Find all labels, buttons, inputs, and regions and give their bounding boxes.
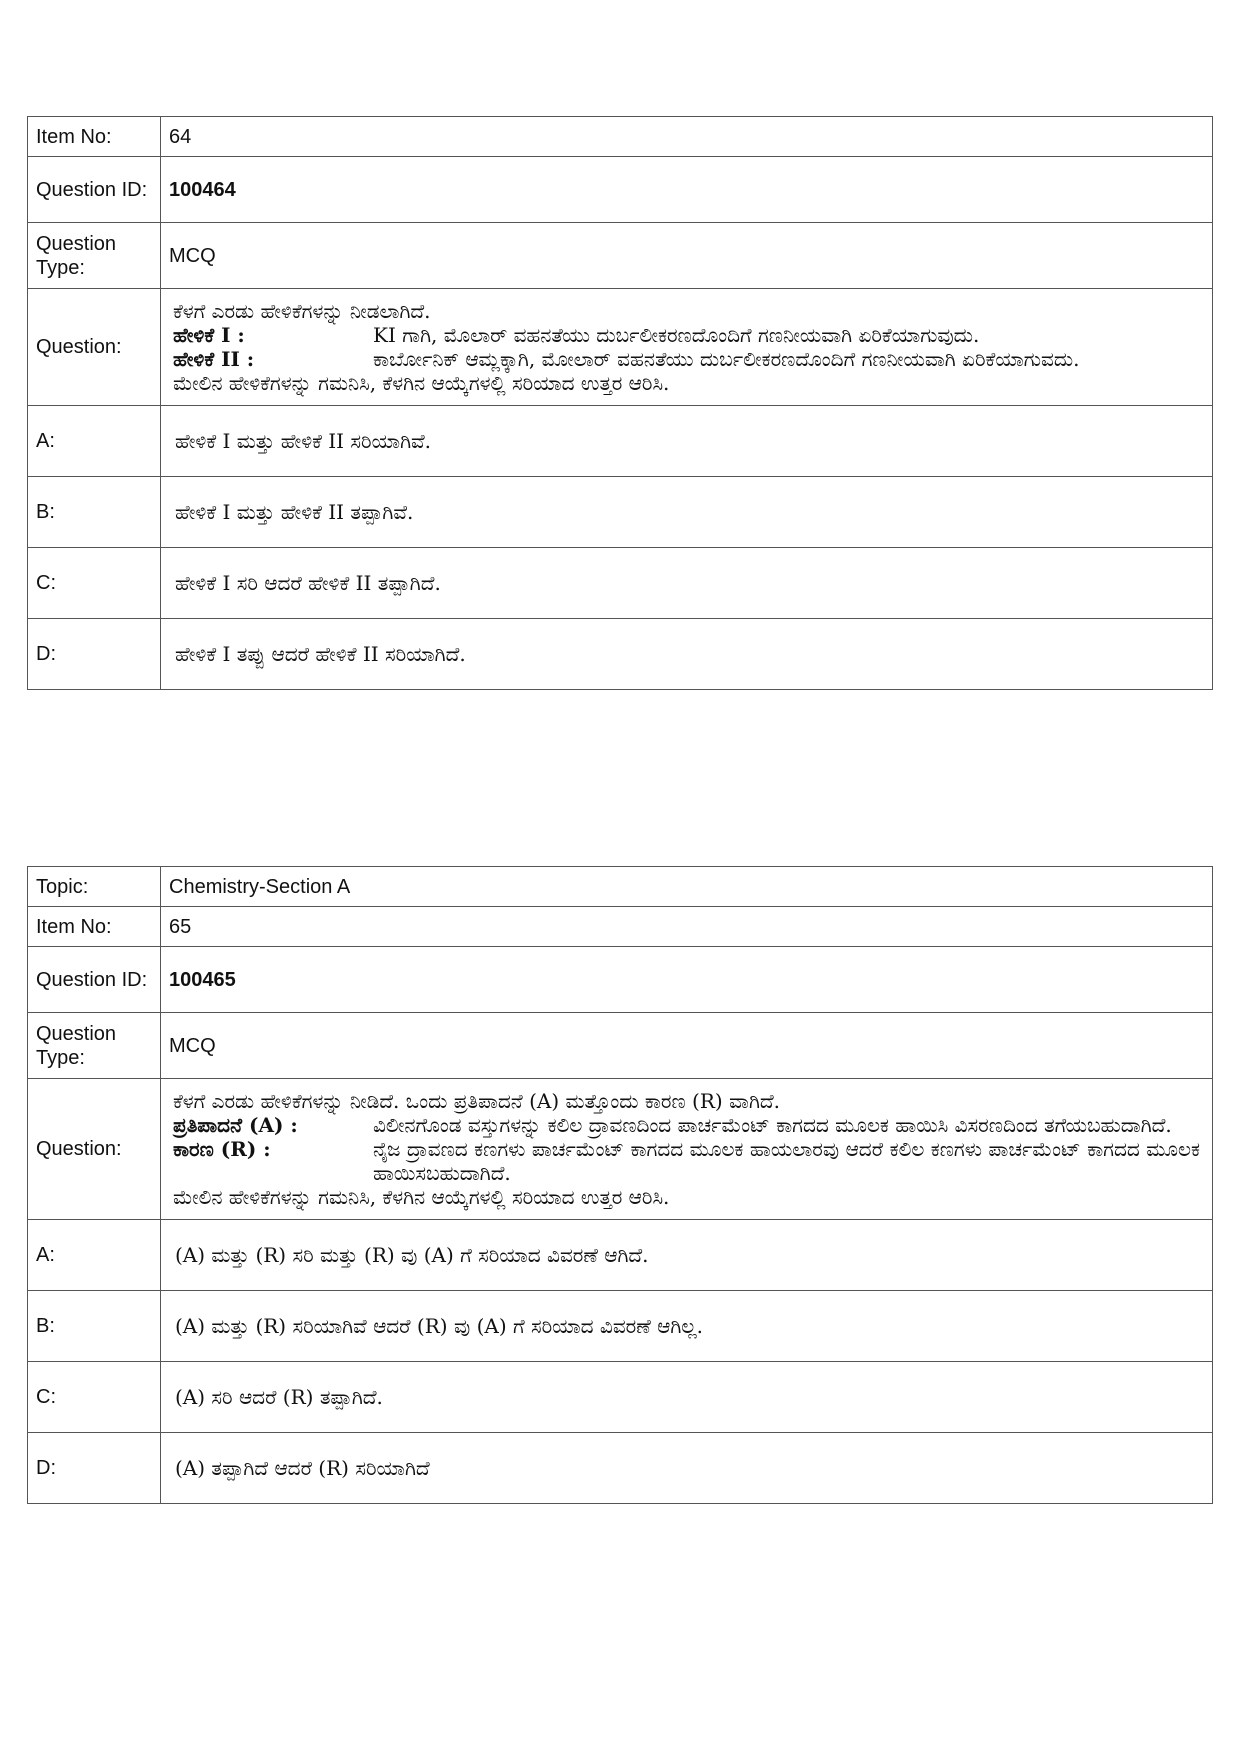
option-c-label: C: [28,1362,161,1433]
topic-label: Topic: [28,867,161,907]
question-id-label: Question ID: [28,947,161,1013]
option-c-label: C: [28,548,161,619]
option-d-label: D: [28,619,161,690]
statement-2 [173,347,1200,371]
option-b-label: B: [28,1291,161,1362]
statement-1-label: ಹೇಳಿಕೆ I : [173,323,245,347]
question-intro: ಕೆಳಗೆ ಎರಡು ಹೇಳಿಕೆಗಳನ್ನು ನೀಡಲಾಗಿದೆ. [173,299,431,323]
statement-2-label: ಹೇಳಿಕೆ II : [173,347,255,371]
option-d-text: ಹೇಳಿಕೆ I ತಪ್ಪು ಆದರೆ ಹೇಳಿಕೆ II ಸರಿಯಾಗಿದೆ. [161,619,1213,690]
assertion-text: ವಿಲೀನಗೊಂಡ ವಸ್ತುಗಳನ್ನು ಕಲಿಲ ದ್ರಾವಣದಿಂದ ಪಾರ್ಚಮೆಂಟ್ ಕಾಗದದ ಮೂಲಕ ಹಾಯಿಸಿ ವಿಸರಣದಿಂದ ತಗೆಯಬಹುದಾಗಿದೆ. [373,1113,1172,1137]
question-intro: ಕೆಳಗೆ ಎರಡು ಹೇಳಿಕೆಗಳನ್ನು ನೀಡಿದೆ. ಒಂದು ಪ್ರತಿಪಾದನೆ (A) ಮತ್ತೊಂದು ಕಾರಣ (R) ವಾಗಿದೆ. [173,1089,780,1113]
option-d-text: (A) ತಪ್ಪಾಗಿದೆ ಆದರೆ (R) ಸರಿಯಾಗಿದೆ [161,1433,1213,1504]
question-label: Question: [28,1079,161,1220]
question-id-label: Question ID: [28,157,161,223]
option-b-text: ಹೇಳಿಕೆ I ಮತ್ತು ಹೇಳಿಕೆ II ತಪ್ಪಾಗಿವೆ. [161,477,1213,548]
question-type-value: MCQ [161,1013,1213,1079]
item-no-value: 65 [161,907,1213,947]
reason-label: ಕಾರಣ (R) : [173,1137,271,1161]
reason-text: ನೈಜ ದ್ರಾವಣದ ಕಣಗಳು ಪಾರ್ಚಮೆಂಟ್ ಕಾಗದದ ಮೂಲಕ ಹಾಯಲಾರವು ಆದರೆ ಕಲಿಲ ಕಣಗಳು ಪಾರ್ಚಮೆಂಟ್ ಕಾಗದದ ಮೂಲಕ ಹಾಯಿಸಬಹುದಾಗಿದೆ. [373,1137,1200,1185]
item-no-label: Item No: [28,117,161,157]
option-d-label: D: [28,1433,161,1504]
question-type-label: Question Type: [28,223,161,289]
topic-value: Chemistry-Section A [161,867,1213,907]
item-no-value: 64 [161,117,1213,157]
assertion [173,1113,1200,1137]
question-outro: ಮೇಲಿನ ಹೇಳಿಕೆಗಳನ್ನು ಗಮನಿಸಿ, ಕೆಳಗಿನ ಆಯ್ಕೆಗಳಲ್ಲಿ ಸರಿಯಾದ ಉತ್ತರ ಆರಿಸಿ. [173,1185,670,1209]
question-65-table [27,866,1213,1504]
statement-1-text: KI ಗಾಗಿ, ಮೊಲಾರ್ ವಹನತೆಯು ದುರ್ಬಲೀಕರಣದೊಂದಿಗೆ ಗಣನೀಯವಾಗಿ ಏರಿಕೆಯಾಗುವುದು. [373,323,980,347]
question-64-table [27,116,1213,690]
question-type-value: MCQ [161,223,1213,289]
option-a-label: A: [28,1220,161,1291]
option-a-text: (A) ಮತ್ತು (R) ಸರಿ ಮತ್ತು (R) ವು (A) ಗೆ ಸರಿಯಾದ ವಿವರಣೆ ಆಗಿದೆ. [161,1220,1213,1291]
statement-1 [173,323,1200,347]
assertion-label: ಪ್ರತಿಪಾದನೆ (A) : [173,1113,298,1137]
option-c-text: (A) ಸರಿ ಆದರೆ (R) ತಪ್ಪಾಗಿದೆ. [161,1362,1213,1433]
item-no-label: Item No: [28,907,161,947]
question-id-value: 100465 [161,947,1213,1013]
question-body [161,289,1213,406]
option-c-text: ಹೇಳಿಕೆ I ಸರಿ ಆದರೆ ಹೇಳಿಕೆ II ತಪ್ಪಾಗಿದೆ. [161,548,1213,619]
reason [173,1137,1200,1185]
option-a-text: ಹೇಳಿಕೆ I ಮತ್ತು ಹೇಳಿಕೆ II ಸರಿಯಾಗಿವೆ. [161,406,1213,477]
option-b-label: B: [28,477,161,548]
statement-2-text: ಕಾರ್ಬೋನಿಕ್ ಆಮ್ಲಕ್ಕಾಗಿ, ಮೋಲಾರ್ ವಹನತೆಯು ದುರ್ಬಲೀಕರಣದೊಂದಿಗೆ ಗಣನೀಯವಾಗಿ ಏರಿಕೆಯಾಗುವದು. [373,347,1080,371]
option-b-text: (A) ಮತ್ತು (R) ಸರಿಯಾಗಿವೆ ಆದರೆ (R) ವು (A) ಗೆ ಸರಿಯಾದ ವಿವರಣೆ ಆಗಿಲ್ಲ. [161,1291,1213,1362]
question-outro: ಮೇಲಿನ ಹೇಳಿಕೆಗಳನ್ನು ಗಮನಿಸಿ, ಕೆಳಗಿನ ಆಯ್ಕೆಗಳಲ್ಲಿ ಸರಿಯಾದ ಉತ್ತರ ಆರಿಸಿ. [173,371,670,395]
option-a-label: A: [28,406,161,477]
question-label: Question: [28,289,161,406]
question-id-value: 100464 [161,157,1213,223]
question-type-label: Question Type: [28,1013,161,1079]
question-body [161,1079,1213,1220]
